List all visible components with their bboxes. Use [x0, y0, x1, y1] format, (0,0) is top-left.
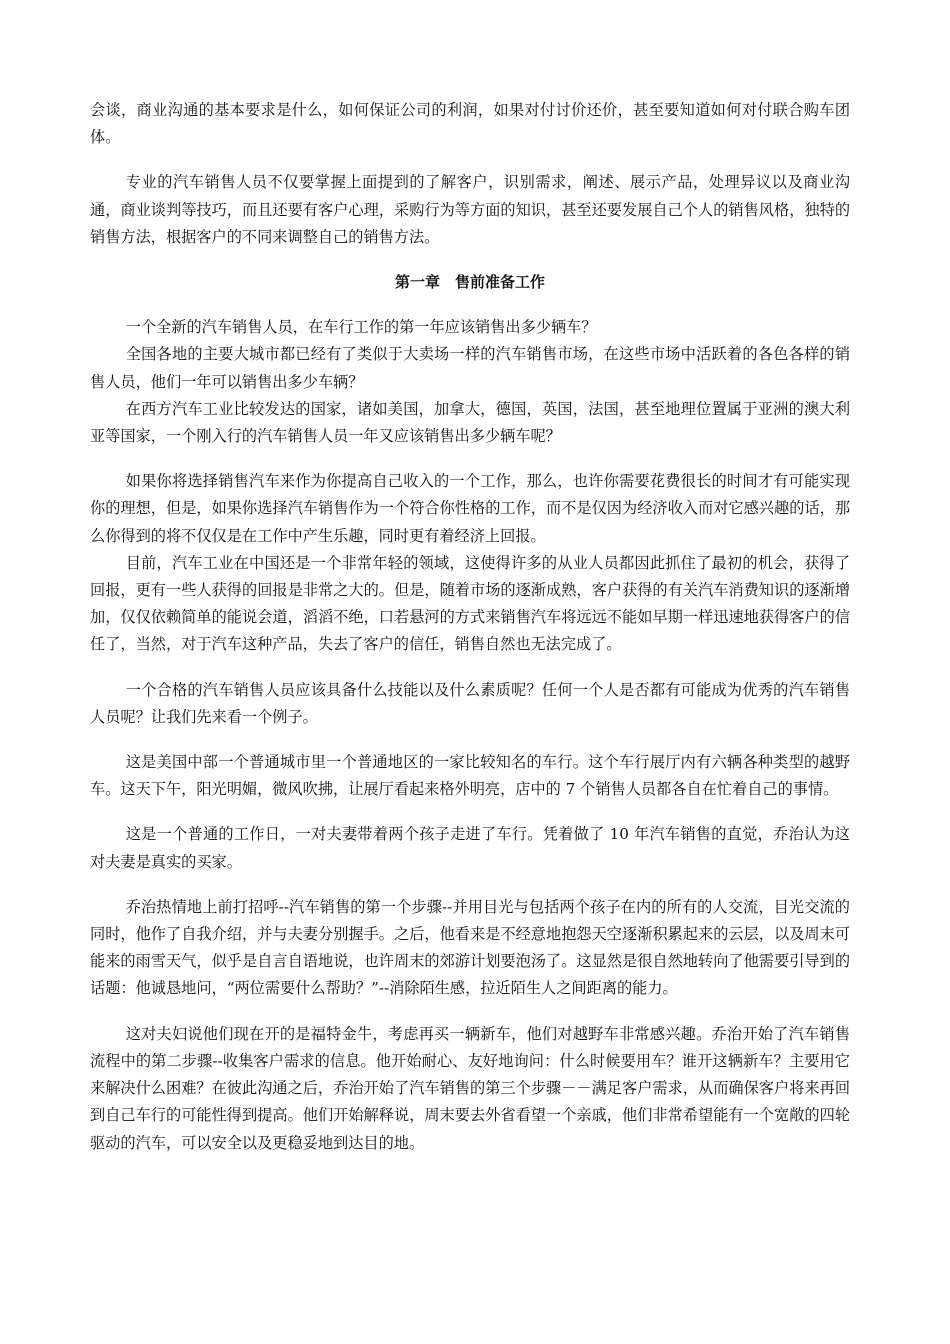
body-paragraph-3: 在西方汽车工业比较发达的国家，诸如美国，加拿大，德国，英国，法国，甚至地理位置属于亚洲的澳大利亚等国家，一个刚入行的汽车销售人员一年又应该销售出多少辆车呢？: [90, 399, 850, 446]
body-paragraph-5: 目前，汽车工业在中国还是一个非常年轻的领域，这使得许多的从业人员都因此抓住了最初的机会，获得了回报，更有一些人获得的回报是非常之大的。但是，随着市场的逐渐成熟，客户获得的有关汽车消费知识的逐渐增加，仅仅依赖简单的能说会道，滔滔不绝，口若悬河的方式来销售汽车将远远不能如早期一样迅速地获得客户的信任了，当然，对于汽车这种产品，失去了客户的信任，销售自然也无法完成了。: [90, 553, 850, 654]
body-paragraph-2: 全国各地的主要大城市都已经有了类似于大卖场一样的汽车销售市场，在这些市场中活跃着的各色各样的销售人员，他们一年可以销售出多少车辆？: [90, 345, 850, 391]
body-paragraph-7: 这是美国中部一个普通城市里一个普通地区的一家比较知名的车行。这个车行展厅内有六辆各种类型的越野车。这天下午，阳光明媚，微风吹拂，让展厅看起来格外明亮，店中的 7 个销售人员都各自在忙着自己的事情。: [90, 753, 850, 799]
chapter-title: 第一章 售前准备工作: [394, 273, 545, 292]
intro-paragraph-2: 专业的汽车销售人员不仅要掌握上面提到的了解客户，识别需求，阐述、展示产品，处理异议以及商业沟通，商业谈判等技巧，而且还要有客户心理，采购行为等方面的知识，甚至还要发展自己个人的销售风格，独特的销售方法，根据客户的不同来调整自己的销售方法。: [90, 173, 850, 246]
body-paragraph-8: 这是一个普通的工作日，一对夫妻带着两个孩子走进了车行。凭着做了 10 年汽车销售的直觉，乔治认为这对夫妻是真实的买家。: [90, 825, 850, 871]
body-paragraph-4: 如果你将选择销售汽车来作为你提高自己收入的一个工作，那么，也许你需要花费很长的时间才有可能实现你的理想，但是，如果你选择汽车销售作为一个符合你性格的工作，而不是仅因为经济收入而对它感兴趣的话，那么你得到的将不仅仅是在工作中产生乐趣，同时更有着经济上回报。: [90, 472, 850, 545]
document-page: [90, 97, 850, 1157]
body-paragraph-9: 乔治热情地上前打招呼--汽车销售的第一个步骤--并用目光与包括两个孩子在内的所有的人交流，目光交流的同时，他作了自我介绍，并与夫妻分别握手。之后，他看来是不经意地抱怨天空逐渐积累起来的云层，以及周末可能来的雨雪天气，似乎是自言自语地说，也许周末的郊游计划要泡汤了。这显然是很自然地转向了他需要引导到的话题：他诚恳地问，“两位需要什么帮助？”--消除陌生感，拉近陌生人之间距离的能力。: [90, 897, 850, 998]
body-paragraph-6: 一个合格的汽车销售人员应该具备什么技能以及什么素质呢？任何一个人是否都有可能成为优秀的汽车销售人员呢？让我们先来看一个例子。: [90, 680, 850, 726]
intro-paragraph-1: 会谈，商业沟通的基本要求是什么，如何保证公司的利润，如果对付讨价还价，甚至要知道如何对付联合购车团体。: [90, 101, 850, 147]
body-paragraph-10: 这对夫妇说他们现在开的是福特金牛，考虑再买一辆新车，他们对越野车非常感兴趣。乔治开始了汽车销售流程中的第二步骤--收集客户需求的信息。他开始耐心、友好地询问：什么时候要用车？谁开这辆新车？主要用它来解决什么困难？在彼此沟通之后，乔治开始了汽车销售的第三个步骤－－满足客户需求，从而确保客户将来再回到自己车行的可能性得到提高。他们开始解释说，周末要去外省看望一个亲戚，他们非常希望能有一个宽敞的四轮驱动的汽车，可以安全以及更稳妥地到达目的地。: [90, 1024, 850, 1152]
body-paragraph-1: 一个全新的汽车销售人员，在车行工作的第一年应该销售出多少辆车？: [125, 318, 597, 337]
